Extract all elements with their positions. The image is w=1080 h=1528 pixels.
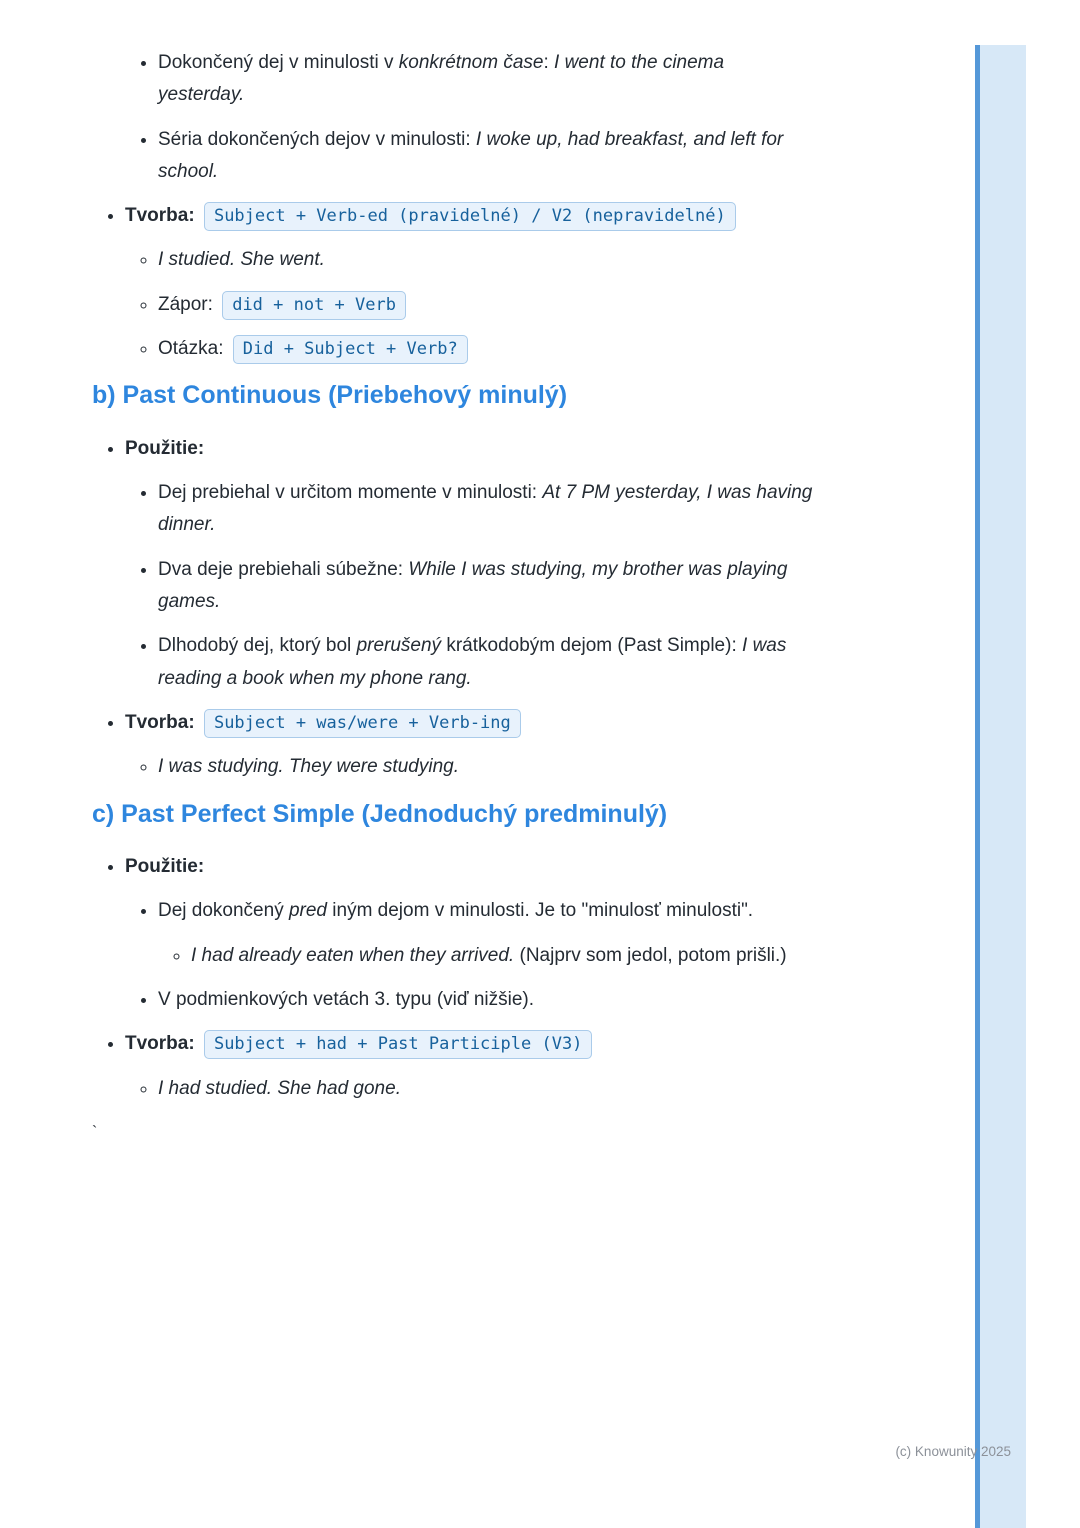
past-perfect-usage-items (125, 895, 814, 1016)
list-item: ◦ I had already eaten when they arrived. (Najprv som jedol, potom prišli.) (191, 940, 814, 972)
footer-copyright: (c) Knowunity 2025 (895, 1444, 1011, 1460)
past-continuous-tvorba-list (92, 707, 814, 784)
list-item (125, 1028, 814, 1105)
list-item (158, 895, 814, 972)
past-continuous-pouzitie-list (92, 433, 814, 695)
usage-text: Dej dokončený pred iným dejom v minulosti. Je to "minulosť minulosti". (158, 900, 754, 922)
list-item: ◦ I had studied. She had gone. (158, 1073, 814, 1105)
past-perfect-pouzitie-list (92, 851, 814, 1016)
list-item: • Dlhodobý dej, ktorý bol prerušený krátkodobým dejom (Past Simple): I was reading a book when my phone rang. (158, 630, 814, 695)
list-item (125, 200, 814, 365)
list-item: • Dej prebiehal v určitom momente v minulosti: At 7 PM yesterday, I was having dinner. (158, 477, 814, 542)
list-item: ◦ I studied. She went. (158, 244, 814, 276)
list-item (125, 851, 814, 1016)
tvorba-line: Tvorba: Subject + had + Past Participle (V3) (125, 1033, 592, 1054)
past-simple-tvorba-examples (125, 244, 814, 365)
past-continuous-tvorba-examples (125, 751, 814, 783)
list-item: • Dva deje prebiehali súbežne: While I was studying, my brother was playing games. (158, 554, 814, 619)
stray-backtick: ` (92, 1123, 98, 1141)
list-item: • Séria dokončených dejov v minulosti: I woke up, had breakfast, and left for school. (158, 124, 814, 189)
past-perfect-tvorba-list (92, 1028, 814, 1105)
past-simple-usage-list (125, 47, 814, 188)
list-item: ◦ Otázka: Did + Subject + Verb? (158, 333, 814, 365)
list-item: ◦ Zápor: did + not + Verb (158, 289, 814, 321)
past-perfect-usage-example (158, 940, 814, 972)
pouzitie-label: Použitie: (125, 856, 205, 878)
list-item (125, 707, 814, 784)
heading-past-perfect: c) Past Perfect Simple (Jednoduchý predminulý) (92, 799, 668, 828)
past-simple-tvorba-list (92, 200, 814, 365)
list-item (125, 433, 814, 695)
right-edge-strip (980, 45, 1026, 1528)
heading-past-continuous: b) Past Continuous (Priebehový minulý) (92, 381, 568, 410)
tvorba-line: Tvorba: Subject + Verb-ed (pravidelné) / V2 (nepravidelné) (125, 205, 736, 226)
list-item: ◦ I was studying. They were studying. (158, 751, 814, 783)
past-continuous-usage-items (125, 477, 814, 695)
list-item: • V podmienkových vetách 3. typu (viď nižšie). (158, 984, 814, 1016)
tvorba-line: Tvorba: Subject + was/were + Verb-ing (125, 712, 521, 733)
past-perfect-tvorba-examples (125, 1073, 814, 1105)
list-item: • Dokončený dej v minulosti v konkrétnom čase: I went to the cinema yesterday. (158, 47, 814, 112)
document-content (92, 47, 814, 1146)
pouzitie-label: Použitie: (125, 437, 205, 459)
